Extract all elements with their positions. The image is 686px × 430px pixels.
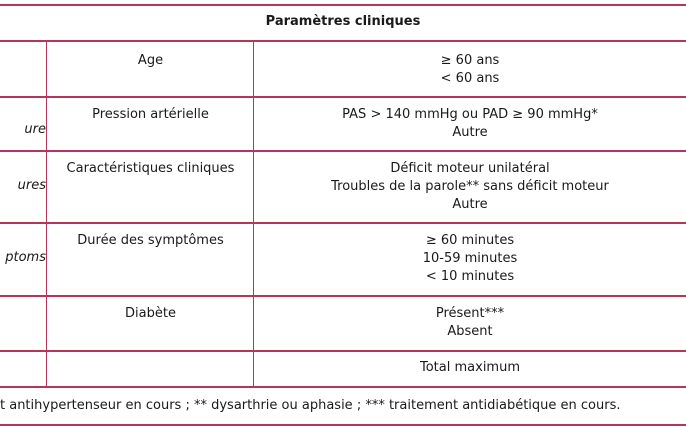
- table-header: Paramètres cliniques: [265, 14, 421, 29]
- value-line: 10-59 minutes: [422, 251, 518, 266]
- value-line: Présent***: [435, 306, 505, 321]
- value-line: ≥ 60 ans: [440, 53, 500, 68]
- values-symptom-duration: [254, 232, 686, 286]
- value-line: ≥ 60 minutes: [425, 233, 515, 248]
- table-rule: [0, 40, 686, 42]
- value-line: Troubles de la parole** sans déficit moteur: [331, 179, 609, 194]
- column-divider: [46, 41, 47, 387]
- value-line: < 60 ans: [440, 71, 500, 86]
- table-rule: [0, 150, 686, 152]
- table-rule: [0, 4, 686, 6]
- row-label-fragment: ure: [24, 122, 46, 137]
- table-footnote: t antihypertenseur en cours ; ** dysarthrie ou aphasie ; *** traitement antidiabétique en cours.: [0, 398, 621, 413]
- table-rule: [0, 424, 686, 426]
- parameter-blood-pressure: Pression artérielle: [92, 107, 209, 122]
- value-line: PAS > 140 mmHg ou PAD ≥ 90 mmHg*: [342, 107, 598, 122]
- parameter-diabetes: Diabète: [125, 306, 176, 321]
- values-age: [254, 52, 686, 88]
- values-blood-pressure: [254, 106, 686, 142]
- value-line: Absent: [447, 324, 493, 339]
- value-line: < 10 minutes: [425, 269, 515, 284]
- value-line: Total maximum: [420, 360, 520, 375]
- row-label-fragment: ptoms: [5, 250, 46, 265]
- parameter-clinical-features: Caractéristiques cliniques: [66, 161, 235, 176]
- table-rule: [0, 295, 686, 297]
- parameter-symptom-duration: Durée des symptômes: [77, 233, 224, 248]
- table-rule: [0, 386, 686, 388]
- table-rule: [0, 222, 686, 224]
- values-clinical-features: [254, 160, 686, 214]
- table-rule: [0, 350, 686, 352]
- table-rule: [0, 96, 686, 98]
- values-diabetes: [254, 305, 686, 341]
- value-line: Autre: [452, 197, 488, 212]
- parameter-age: Age: [137, 53, 164, 68]
- value-line: Autre: [452, 125, 488, 140]
- row-label-fragment: ures: [17, 178, 46, 193]
- values-total: [254, 359, 686, 377]
- value-line: Déficit moteur unilatéral: [390, 161, 550, 176]
